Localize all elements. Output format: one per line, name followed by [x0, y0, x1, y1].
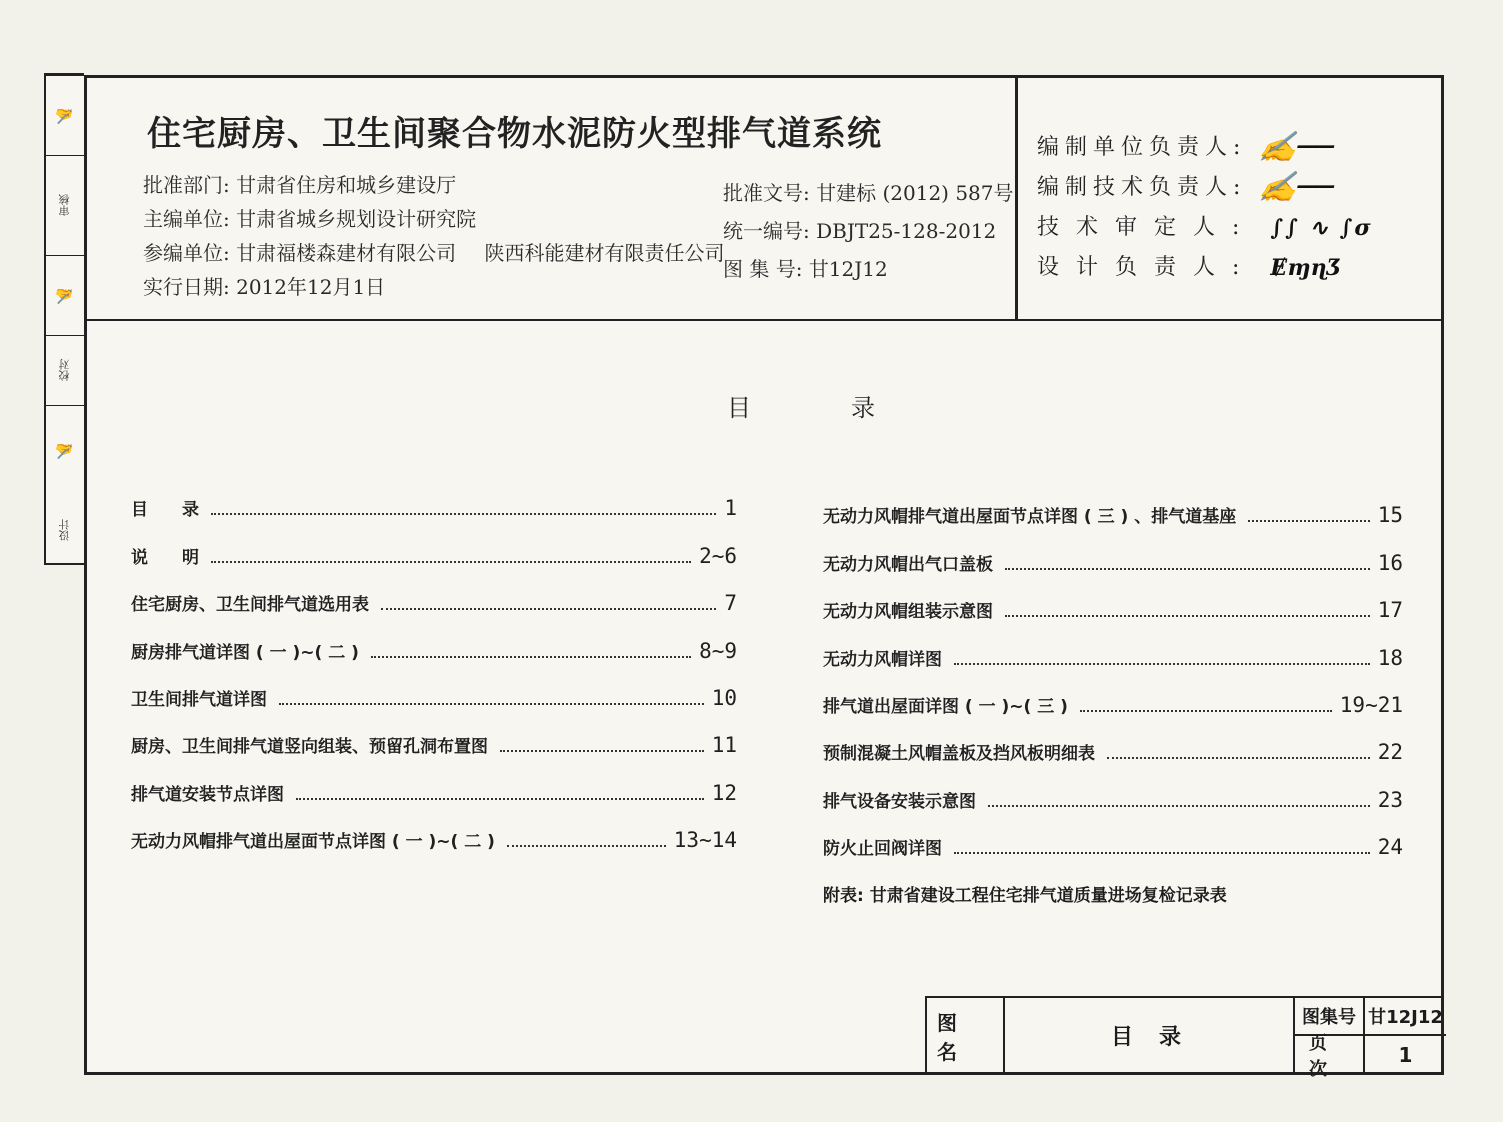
toc-entry-label: 无动力风帽组装示意图: [823, 602, 993, 623]
meta-value-2: 陕西科能建材有限责任公司: [484, 241, 725, 265]
responsible-row: [1037, 168, 1373, 208]
toc-entry-label: 无动力风帽排气道出屋面节点详图 ( 一 )~( 二 ): [131, 832, 495, 853]
drawing-sheet: [84, 75, 1444, 1080]
leader-dots: [500, 749, 704, 752]
toc-entry[interactable]: [131, 663, 737, 710]
leader-dots: [211, 560, 691, 563]
toc-entry-label: 排气道安装节点详图: [131, 784, 284, 805]
responsible-label: 编制单位负责人:: [1037, 135, 1247, 160]
meta-row: [143, 202, 724, 236]
appendix-entry[interactable]: 附表: 甘肃省建设工程住宅排气道质量进场复检记录表: [823, 886, 1227, 907]
toc-entry[interactable]: [823, 717, 1403, 764]
atlas-number-value: 甘12J12: [1365, 998, 1446, 1036]
page-number-value: 1: [1398, 1042, 1413, 1067]
toc-entry-page: 11: [711, 733, 737, 758]
leader-dots: [954, 851, 1370, 854]
side-signature-strip: [44, 73, 84, 565]
toc-entry-page: 12: [711, 780, 737, 805]
meta-row: [723, 212, 1014, 250]
toc-entry[interactable]: [131, 615, 737, 662]
meta-value: 2012年12月1日: [236, 275, 386, 299]
toc-entry-page: 13~14: [673, 828, 737, 853]
side-signature-3: ✍: [46, 405, 84, 495]
leader-dots: [211, 512, 716, 515]
side-signature-2: ✍: [46, 255, 84, 335]
leader-dots: [954, 662, 1370, 665]
toc-entry[interactable]: [131, 805, 737, 852]
meta-row: [143, 270, 724, 304]
toc-entry-label: 预制混凝土风帽盖板及挡风板明细表: [823, 744, 1095, 765]
leader-dots: [381, 607, 716, 610]
toc-entry[interactable]: [823, 812, 1403, 859]
document-numbers: [723, 174, 1014, 288]
page-number-label: 页次: [1295, 1036, 1365, 1073]
meta-label: 实行日期:: [143, 275, 230, 299]
toc-entry-page: 16: [1377, 550, 1403, 575]
meta-label: 批准部门:: [143, 173, 230, 197]
handwritten-signature: ∫∫ ∿ ∫σ: [1270, 215, 1373, 241]
toc-entry[interactable]: [823, 670, 1403, 717]
meta-value: 甘建标 (2012) 587号: [816, 181, 1014, 205]
responsible-label: 技术审定人:: [1037, 215, 1257, 240]
toc-entry[interactable]: [131, 568, 737, 615]
header-divider: [1015, 78, 1018, 321]
toc-entry-page: 22: [1377, 740, 1403, 765]
meta-value: 甘12J12: [808, 257, 888, 281]
toc-entry-page: 18: [1377, 645, 1403, 670]
meta-value: 甘肃福楼森建材有限公司: [236, 241, 457, 265]
atlas-number-label: 图集号: [1295, 998, 1365, 1036]
leader-dots: [1248, 519, 1369, 522]
meta-label: 主编单位:: [143, 207, 230, 231]
handwritten-signature: ɆɱɳƷ: [1270, 255, 1341, 281]
toc-entry-page: 10: [711, 685, 737, 710]
leader-dots: [1005, 567, 1370, 570]
toc-entry-label: 厨房排气道详图 ( 一 )~( 二 ): [131, 642, 359, 663]
responsible-row: [1037, 248, 1373, 288]
toc-entry[interactable]: [823, 527, 1403, 574]
toc-entry-page: 7: [724, 591, 737, 616]
drawing-name-value: 目录: [1005, 998, 1295, 1073]
leader-dots: [296, 797, 704, 800]
side-cell-review-label: 审核: [46, 155, 84, 255]
leader-dots: [279, 702, 704, 705]
meta-value: 甘肃省城乡规划设计研究院: [236, 207, 477, 231]
toc-entry-page: 1: [724, 496, 737, 521]
toc-entry-page: 19~21: [1339, 692, 1403, 717]
toc-entry-label: 卫生间排气道详图: [131, 689, 267, 710]
toc-entry-label: 无动力风帽详图: [823, 649, 942, 670]
toc-entry[interactable]: [131, 710, 737, 757]
atlas-title: 住宅厨房、卫生间聚合物水泥防火型排气道系统: [147, 114, 882, 154]
toc-right-column: [823, 480, 1403, 906]
toc-entry-page: 15: [1377, 503, 1403, 528]
drawing-name-label: 图名: [927, 998, 1005, 1073]
toc-entry-label: 排气道出屋面详图 ( 一 )~( 三 ): [823, 696, 1068, 717]
toc-entry[interactable]: [131, 757, 737, 804]
toc-entry-label: 无动力风帽出气口盖板: [823, 554, 993, 575]
approval-info: [143, 168, 724, 304]
handwritten-signature: ✍──: [1255, 130, 1339, 165]
toc-entry-page: 2~6: [699, 543, 737, 568]
atlas-info-grid: [1295, 998, 1446, 1080]
toc-entry[interactable]: [823, 575, 1403, 622]
responsible-row: [1037, 128, 1373, 168]
toc-entry[interactable]: [823, 480, 1403, 527]
meta-row: [143, 168, 724, 202]
toc-entry-page: 17: [1377, 598, 1403, 623]
toc-entry-label: 防火止回阀详图: [823, 839, 942, 860]
leader-dots: [1080, 709, 1332, 712]
responsible-label: 设计负责人:: [1037, 255, 1257, 280]
title-block: [925, 996, 1444, 1080]
toc-entry-label: 说 明: [131, 547, 199, 568]
toc-entry-label: 住宅厨房、卫生间排气道选用表: [131, 595, 369, 616]
meta-label: 图 集 号:: [723, 257, 803, 281]
meta-value: DBJT25-128-2012: [816, 219, 997, 243]
meta-row: [143, 236, 724, 270]
meta-label: 参编单位:: [143, 241, 230, 265]
toc-entry[interactable]: [823, 622, 1403, 669]
toc-entry-page: 24: [1377, 835, 1403, 860]
responsible-label: 编制技术负责人:: [1037, 175, 1247, 200]
leader-dots: [371, 655, 691, 658]
side-cell-design-label: 设计: [58, 519, 71, 541]
toc-entry[interactable]: [131, 520, 737, 567]
leader-dots: [988, 804, 1370, 807]
toc-entry-page: 8~9: [699, 638, 737, 663]
meta-label: 统一编号:: [723, 219, 810, 243]
toc-left-column: [131, 473, 737, 852]
sheet-header: [87, 78, 1441, 321]
toc-entry-label: 厨房、卫生间排气道竖向组装、预留孔洞布置图: [131, 737, 488, 758]
toc-entry[interactable]: [131, 473, 737, 520]
toc-entry-label: 排气设备安装示意图: [823, 791, 976, 812]
toc-entry-label: 目 录: [131, 500, 199, 521]
responsible-row: [1037, 208, 1373, 248]
leader-dots: [507, 844, 666, 847]
meta-row: [723, 174, 1014, 212]
toc-entry-page: 23: [1377, 787, 1403, 812]
toc-heading: 目录: [727, 394, 975, 422]
meta-value: 甘肃省住房和城乡建设厅: [236, 173, 457, 197]
side-cell-check-label: 校对: [46, 335, 84, 405]
leader-dots: [1005, 614, 1370, 617]
side-signature-1: ✍: [46, 75, 84, 155]
toc-entry[interactable]: [823, 764, 1403, 811]
meta-label: 批准文号:: [723, 181, 810, 205]
toc-entry-label: 无动力风帽排气道出屋面节点详图 ( 三 ) 、排气道基座: [823, 507, 1237, 528]
leader-dots: [1107, 756, 1370, 759]
responsible-persons: [1037, 128, 1373, 288]
meta-row: [723, 250, 1014, 288]
handwritten-signature: ✍──: [1255, 170, 1339, 205]
